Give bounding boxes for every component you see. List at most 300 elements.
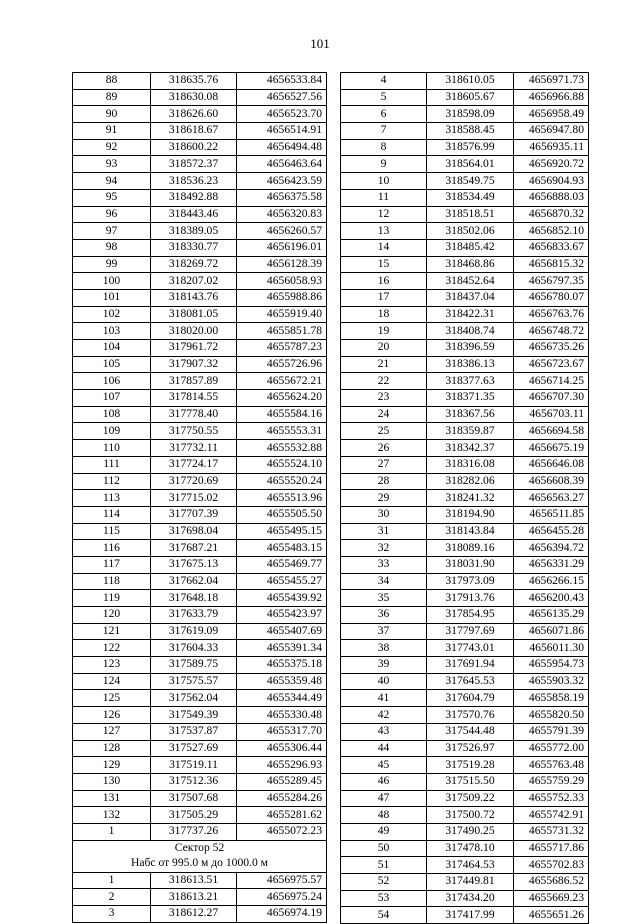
y-coordinate: 4655954.73 xyxy=(514,657,589,674)
table-row xyxy=(341,823,589,840)
table-row xyxy=(341,540,589,557)
y-coordinate: 4656852.10 xyxy=(514,223,589,240)
table-row xyxy=(73,106,327,123)
x-coordinate: 317675.13 xyxy=(151,556,237,573)
table-row xyxy=(341,757,589,774)
table-row xyxy=(73,807,327,824)
point-number: 90 xyxy=(73,106,151,123)
point-number: 23 xyxy=(341,390,427,407)
y-coordinate: 4655072.23 xyxy=(237,823,327,840)
table-row xyxy=(73,289,327,306)
x-coordinate: 317913.76 xyxy=(427,590,514,607)
y-coordinate: 4655787.23 xyxy=(237,340,327,357)
x-coordinate: 317691.94 xyxy=(427,657,514,674)
x-coordinate: 318269.72 xyxy=(151,256,237,273)
table-row xyxy=(341,506,589,523)
point-number: 95 xyxy=(73,189,151,206)
y-coordinate: 4655903.32 xyxy=(514,673,589,690)
point-number: 26 xyxy=(341,440,427,457)
table-row xyxy=(341,373,589,390)
y-coordinate: 4656260.57 xyxy=(237,223,327,240)
table-row xyxy=(341,857,589,874)
table-row xyxy=(341,490,589,507)
table-row xyxy=(341,323,589,340)
x-coordinate: 317519.28 xyxy=(427,757,514,774)
x-coordinate: 318534.49 xyxy=(427,189,514,206)
y-coordinate: 4656920.72 xyxy=(514,156,589,173)
y-coordinate: 4655483.15 xyxy=(237,540,327,557)
x-coordinate: 317507.68 xyxy=(151,790,237,807)
table-row xyxy=(73,373,327,390)
table-row xyxy=(341,173,589,190)
y-coordinate: 4655289.45 xyxy=(237,773,327,790)
table-row xyxy=(73,657,327,674)
y-coordinate: 4655330.48 xyxy=(237,707,327,724)
x-coordinate: 318422.31 xyxy=(427,306,514,323)
point-number: 120 xyxy=(73,607,151,624)
x-coordinate: 318518.51 xyxy=(427,206,514,223)
table-row xyxy=(73,156,327,173)
x-coordinate: 317737.26 xyxy=(151,823,237,840)
table-row xyxy=(73,490,327,507)
x-coordinate: 318241.32 xyxy=(427,490,514,507)
point-number: 13 xyxy=(341,223,427,240)
point-number: 21 xyxy=(341,356,427,373)
y-coordinate: 4656735.26 xyxy=(514,340,589,357)
point-number: 39 xyxy=(341,657,427,674)
y-coordinate: 4655469.77 xyxy=(237,556,327,573)
x-coordinate: 317575.57 xyxy=(151,673,237,690)
table-row xyxy=(73,473,327,490)
x-coordinate: 317743.01 xyxy=(427,640,514,657)
y-coordinate: 4655772.00 xyxy=(514,740,589,757)
x-coordinate: 318618.67 xyxy=(151,123,237,140)
table-row xyxy=(73,256,327,273)
table-row xyxy=(341,206,589,223)
y-coordinate: 4655553.31 xyxy=(237,423,327,440)
x-coordinate: 317570.76 xyxy=(427,707,514,724)
table-row xyxy=(341,657,589,674)
x-coordinate: 317797.69 xyxy=(427,623,514,640)
sector-subtitle: Набс от 995.0 м до 1000.0 м xyxy=(130,856,268,870)
table-row xyxy=(73,723,327,740)
table-row xyxy=(73,440,327,457)
y-coordinate: 4656904.93 xyxy=(514,173,589,190)
x-coordinate: 317633.79 xyxy=(151,607,237,624)
y-coordinate: 4656703.11 xyxy=(514,406,589,423)
x-coordinate: 318207.02 xyxy=(151,273,237,290)
point-number: 41 xyxy=(341,690,427,707)
y-coordinate: 4655584.16 xyxy=(237,406,327,423)
x-coordinate: 317478.10 xyxy=(427,840,514,857)
x-coordinate: 317720.69 xyxy=(151,473,237,490)
point-number: 50 xyxy=(341,840,427,857)
table-row xyxy=(73,690,327,707)
sector-header-row xyxy=(73,840,327,872)
x-coordinate: 317973.09 xyxy=(427,573,514,590)
point-number: 12 xyxy=(341,206,427,223)
table-row xyxy=(73,139,327,156)
y-coordinate: 4656511.85 xyxy=(514,506,589,523)
y-coordinate: 4655495.15 xyxy=(237,523,327,540)
table-row xyxy=(341,156,589,173)
table-row xyxy=(341,256,589,273)
table-row xyxy=(341,740,589,757)
y-coordinate: 4656947.80 xyxy=(514,123,589,140)
x-coordinate: 317604.33 xyxy=(151,640,237,657)
y-coordinate: 4655359.48 xyxy=(237,673,327,690)
point-number: 8 xyxy=(341,139,427,156)
point-number: 4 xyxy=(341,73,427,90)
table-row xyxy=(73,356,327,373)
table-row xyxy=(341,73,589,90)
y-coordinate: 4656533.84 xyxy=(237,73,327,90)
y-coordinate: 4655858.19 xyxy=(514,690,589,707)
y-coordinate: 4655759.29 xyxy=(514,773,589,790)
y-coordinate: 4656128.39 xyxy=(237,256,327,273)
table-row xyxy=(73,306,327,323)
table-row xyxy=(341,723,589,740)
y-coordinate: 4656975.24 xyxy=(237,889,327,906)
x-coordinate: 317907.32 xyxy=(151,356,237,373)
x-coordinate: 318089.16 xyxy=(427,540,514,557)
x-coordinate: 317687.21 xyxy=(151,540,237,557)
point-number: 112 xyxy=(73,473,151,490)
point-number: 126 xyxy=(73,707,151,724)
table-row xyxy=(73,406,327,423)
y-coordinate: 4655284.26 xyxy=(237,790,327,807)
point-number: 121 xyxy=(73,623,151,640)
x-coordinate: 317778.40 xyxy=(151,406,237,423)
point-number: 22 xyxy=(341,373,427,390)
x-coordinate: 317645.53 xyxy=(427,673,514,690)
point-number: 18 xyxy=(341,306,427,323)
table-row xyxy=(73,790,327,807)
y-coordinate: 4655672.21 xyxy=(237,373,327,390)
x-coordinate: 317549.39 xyxy=(151,707,237,724)
point-number: 122 xyxy=(73,640,151,657)
x-coordinate: 317490.25 xyxy=(427,823,514,840)
table-row xyxy=(341,89,589,106)
y-coordinate: 4655455.27 xyxy=(237,573,327,590)
y-coordinate: 4655717.86 xyxy=(514,840,589,857)
point-number: 103 xyxy=(73,323,151,340)
y-coordinate: 4656888.03 xyxy=(514,189,589,206)
table-row xyxy=(341,189,589,206)
y-coordinate: 4655407.69 xyxy=(237,623,327,640)
x-coordinate: 317857.89 xyxy=(151,373,237,390)
y-coordinate: 4656463.64 xyxy=(237,156,327,173)
x-coordinate: 318316.08 xyxy=(427,456,514,473)
point-number: 1 xyxy=(73,872,151,889)
y-coordinate: 4655742.91 xyxy=(514,807,589,824)
table-row xyxy=(341,874,589,891)
x-coordinate: 317512.36 xyxy=(151,773,237,790)
x-coordinate: 318613.21 xyxy=(151,889,237,906)
x-coordinate: 318342.37 xyxy=(427,440,514,457)
x-coordinate: 317526.97 xyxy=(427,740,514,757)
y-coordinate: 4656514.91 xyxy=(237,123,327,140)
point-number: 45 xyxy=(341,757,427,774)
y-coordinate: 4655439.92 xyxy=(237,590,327,607)
y-coordinate: 4656966.88 xyxy=(514,89,589,106)
table-row xyxy=(341,840,589,857)
y-coordinate: 4656780.07 xyxy=(514,289,589,306)
table-row xyxy=(73,506,327,523)
table-row xyxy=(341,440,589,457)
table-row xyxy=(341,473,589,490)
point-number: 14 xyxy=(341,239,427,256)
point-number: 96 xyxy=(73,206,151,223)
y-coordinate: 4655520.24 xyxy=(237,473,327,490)
y-coordinate: 4656797.35 xyxy=(514,273,589,290)
point-number: 107 xyxy=(73,390,151,407)
x-coordinate: 317648.18 xyxy=(151,590,237,607)
point-number: 94 xyxy=(73,173,151,190)
y-coordinate: 4655669.23 xyxy=(514,890,589,907)
x-coordinate: 318081.05 xyxy=(151,306,237,323)
x-coordinate: 318194.90 xyxy=(427,506,514,523)
table-row xyxy=(73,540,327,557)
y-coordinate: 4655296.93 xyxy=(237,757,327,774)
point-number: 20 xyxy=(341,340,427,357)
table-row xyxy=(73,623,327,640)
point-number: 97 xyxy=(73,223,151,240)
y-coordinate: 4655851.78 xyxy=(237,323,327,340)
point-number: 38 xyxy=(341,640,427,657)
point-number: 129 xyxy=(73,757,151,774)
x-coordinate: 317544.48 xyxy=(427,723,514,740)
y-coordinate: 4656455.28 xyxy=(514,523,589,540)
table-row xyxy=(341,773,589,790)
y-coordinate: 4655651.26 xyxy=(514,907,589,924)
x-coordinate: 317619.09 xyxy=(151,623,237,640)
x-coordinate: 318408.74 xyxy=(427,323,514,340)
table-row xyxy=(73,223,327,240)
point-number: 108 xyxy=(73,406,151,423)
table-row xyxy=(341,690,589,707)
table-row xyxy=(73,239,327,256)
x-coordinate: 318359.87 xyxy=(427,423,514,440)
x-coordinate: 318610.05 xyxy=(427,73,514,90)
table-row xyxy=(341,139,589,156)
point-number: 128 xyxy=(73,740,151,757)
table-row xyxy=(341,790,589,807)
x-coordinate: 317500.72 xyxy=(427,807,514,824)
point-number: 34 xyxy=(341,573,427,590)
point-number: 49 xyxy=(341,823,427,840)
point-number: 6 xyxy=(341,106,427,123)
point-number: 116 xyxy=(73,540,151,557)
point-number: 32 xyxy=(341,540,427,557)
x-coordinate: 318020.00 xyxy=(151,323,237,340)
table-row xyxy=(73,590,327,607)
x-coordinate: 317519.11 xyxy=(151,757,237,774)
x-coordinate: 318031.90 xyxy=(427,556,514,573)
point-number: 1 xyxy=(73,823,151,840)
table-row xyxy=(341,306,589,323)
point-number: 98 xyxy=(73,239,151,256)
x-coordinate: 317854.95 xyxy=(427,607,514,624)
point-number: 110 xyxy=(73,440,151,457)
y-coordinate: 4655752.33 xyxy=(514,790,589,807)
x-coordinate: 318612.27 xyxy=(151,906,237,923)
table-row xyxy=(73,523,327,540)
y-coordinate: 4655702.83 xyxy=(514,857,589,874)
table-row xyxy=(73,173,327,190)
point-number: 130 xyxy=(73,773,151,790)
table-row xyxy=(341,223,589,240)
table-row xyxy=(341,106,589,123)
y-coordinate: 4655281.62 xyxy=(237,807,327,824)
y-coordinate: 4655820.50 xyxy=(514,707,589,724)
table-row xyxy=(73,823,327,840)
table-row xyxy=(341,423,589,440)
table-row xyxy=(73,640,327,657)
x-coordinate: 317509.22 xyxy=(427,790,514,807)
table-row xyxy=(341,356,589,373)
table-row xyxy=(73,89,327,106)
y-coordinate: 4655317.70 xyxy=(237,723,327,740)
y-coordinate: 4656608.39 xyxy=(514,473,589,490)
x-coordinate: 318564.01 xyxy=(427,156,514,173)
table-row xyxy=(73,390,327,407)
point-number: 125 xyxy=(73,690,151,707)
y-coordinate: 4655423.97 xyxy=(237,607,327,624)
y-coordinate: 4655513.96 xyxy=(237,490,327,507)
point-number: 40 xyxy=(341,673,427,690)
y-coordinate: 4656833.67 xyxy=(514,239,589,256)
y-coordinate: 4656870.32 xyxy=(514,206,589,223)
point-number: 118 xyxy=(73,573,151,590)
point-number: 28 xyxy=(341,473,427,490)
x-coordinate: 317724.17 xyxy=(151,456,237,473)
point-number: 117 xyxy=(73,556,151,573)
y-coordinate: 4655763.48 xyxy=(514,757,589,774)
table-row xyxy=(341,523,589,540)
point-number: 104 xyxy=(73,340,151,357)
x-coordinate: 318588.45 xyxy=(427,123,514,140)
x-coordinate: 318600.22 xyxy=(151,139,237,156)
table-row xyxy=(73,456,327,473)
x-coordinate: 318502.06 xyxy=(427,223,514,240)
table-row xyxy=(341,623,589,640)
point-number: 30 xyxy=(341,506,427,523)
point-number: 53 xyxy=(341,890,427,907)
x-coordinate: 317505.29 xyxy=(151,807,237,824)
point-number: 10 xyxy=(341,173,427,190)
x-coordinate: 318549.75 xyxy=(427,173,514,190)
x-coordinate: 318389.05 xyxy=(151,223,237,240)
y-coordinate: 4656748.72 xyxy=(514,323,589,340)
y-coordinate: 4656494.48 xyxy=(237,139,327,156)
point-number: 17 xyxy=(341,289,427,306)
y-coordinate: 4655726.96 xyxy=(237,356,327,373)
point-number: 132 xyxy=(73,807,151,824)
point-number: 25 xyxy=(341,423,427,440)
table-row xyxy=(73,556,327,573)
table-row xyxy=(341,123,589,140)
y-coordinate: 4655624.20 xyxy=(237,390,327,407)
table-row xyxy=(73,607,327,624)
x-coordinate: 318367.56 xyxy=(427,406,514,423)
y-coordinate: 4656375.58 xyxy=(237,189,327,206)
table-row xyxy=(341,890,589,907)
y-coordinate: 4655344.49 xyxy=(237,690,327,707)
point-number: 91 xyxy=(73,123,151,140)
table-row xyxy=(341,707,589,724)
point-number: 92 xyxy=(73,139,151,156)
point-number: 124 xyxy=(73,673,151,690)
table-row xyxy=(341,456,589,473)
x-coordinate: 318613.51 xyxy=(151,872,237,889)
y-coordinate: 4656527.56 xyxy=(237,89,327,106)
x-coordinate: 317732.11 xyxy=(151,440,237,457)
point-number: 9 xyxy=(341,156,427,173)
point-number: 31 xyxy=(341,523,427,540)
x-coordinate: 318437.04 xyxy=(427,289,514,306)
y-coordinate: 4656523.70 xyxy=(237,106,327,123)
y-coordinate: 4656971.73 xyxy=(514,73,589,90)
page-number: 101 xyxy=(310,36,330,51)
x-coordinate: 318635.76 xyxy=(151,73,237,90)
table-row xyxy=(341,907,589,924)
point-number: 24 xyxy=(341,406,427,423)
point-number: 131 xyxy=(73,790,151,807)
table-row xyxy=(341,239,589,256)
point-number: 123 xyxy=(73,657,151,674)
y-coordinate: 4656266.15 xyxy=(514,573,589,590)
point-number: 105 xyxy=(73,356,151,373)
point-number: 16 xyxy=(341,273,427,290)
x-coordinate: 318330.77 xyxy=(151,239,237,256)
x-coordinate: 318630.08 xyxy=(151,89,237,106)
y-coordinate: 4656058.93 xyxy=(237,273,327,290)
x-coordinate: 318492.88 xyxy=(151,189,237,206)
y-coordinate: 4656675.19 xyxy=(514,440,589,457)
x-coordinate: 318282.06 xyxy=(427,473,514,490)
point-number: 29 xyxy=(341,490,427,507)
x-coordinate: 317662.04 xyxy=(151,573,237,590)
x-coordinate: 318605.67 xyxy=(427,89,514,106)
right-coordinates-table xyxy=(340,72,589,924)
x-coordinate: 317562.04 xyxy=(151,690,237,707)
point-number: 54 xyxy=(341,907,427,924)
point-number: 27 xyxy=(341,456,427,473)
table-row xyxy=(73,707,327,724)
y-coordinate: 4655532.88 xyxy=(237,440,327,457)
x-coordinate: 318443.46 xyxy=(151,206,237,223)
x-coordinate: 317464.53 xyxy=(427,857,514,874)
table-row xyxy=(73,872,327,889)
x-coordinate: 318452.64 xyxy=(427,273,514,290)
y-coordinate: 4655391.34 xyxy=(237,640,327,657)
x-coordinate: 317604.79 xyxy=(427,690,514,707)
y-coordinate: 4656563.27 xyxy=(514,490,589,507)
table-row xyxy=(341,273,589,290)
y-coordinate: 4655505.50 xyxy=(237,506,327,523)
table-row xyxy=(73,740,327,757)
point-number: 33 xyxy=(341,556,427,573)
sector-title: Сектор 52 xyxy=(174,841,225,855)
y-coordinate: 4656071.86 xyxy=(514,623,589,640)
table-row xyxy=(341,406,589,423)
y-coordinate: 4655375.18 xyxy=(237,657,327,674)
point-number: 88 xyxy=(73,73,151,90)
point-number: 119 xyxy=(73,590,151,607)
table-row xyxy=(341,673,589,690)
x-coordinate: 318536.23 xyxy=(151,173,237,190)
